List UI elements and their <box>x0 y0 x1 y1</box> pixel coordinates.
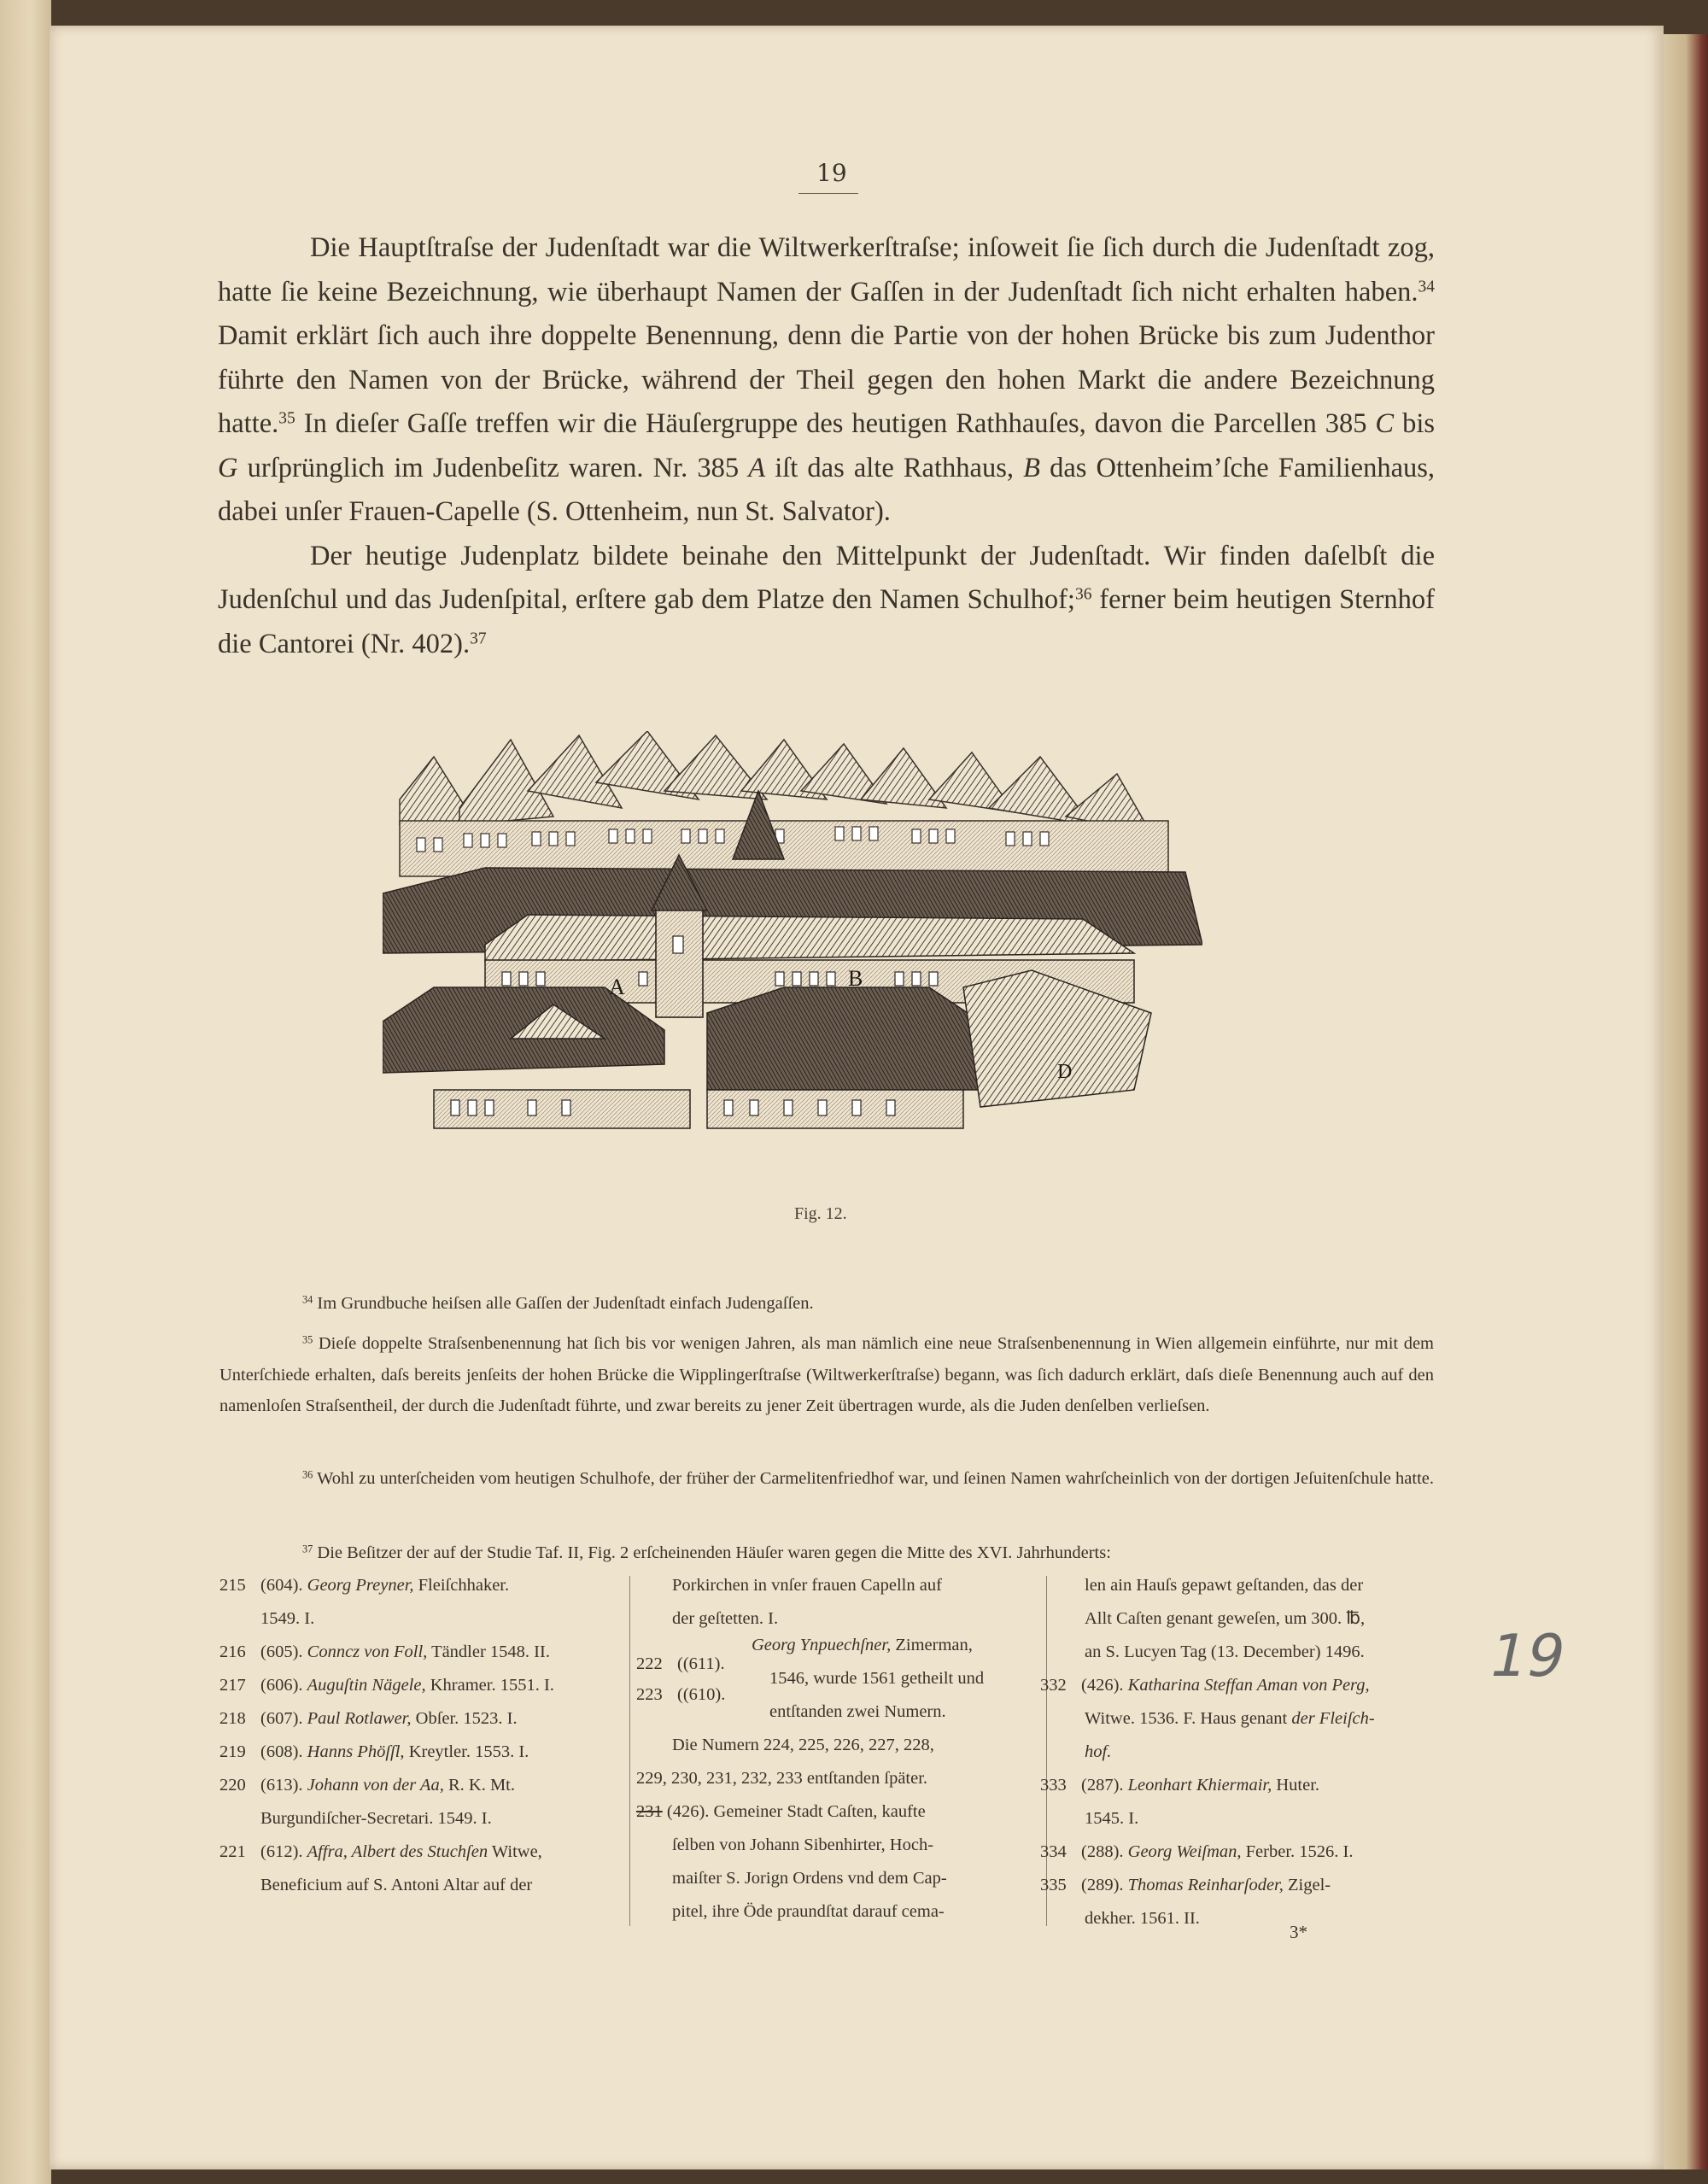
footnote-36: $^{36}$ Wohl zu unterſcheiden vom heutigen Schulhofe, der früher der Carmelitenfriedhof war, und ſeinen Namen wahrſcheinlich von der dortigen Jeſuitenſchule hatte. <box>302 1468 1434 1488</box>
signature-mark: 3* <box>1290 1922 1307 1942</box>
column-right <box>1040 1570 1442 1929</box>
column-middle <box>636 1570 1038 1929</box>
page-number-rule <box>798 193 858 194</box>
list-item: 223 <box>636 1685 663 1704</box>
list-item: 335 (289). Thomas Reinharſoder, Zigel- <box>1040 1876 1331 1894</box>
paragraph-1: Die Hauptſtraſse der Judenſtadt war die Wiltwerkerſtraſse; inſoweit ſie ſich durch die Judenſtadt zog, hatte ſie keine Bezeichnung, wie überhaupt Namen der Gaſſen in der Judenſtadt ſich nicht erhalten haben.$^{34}$ Damit erklärt ſich auch ihre doppelte Benennung, denn die Partie von der hohen Brücke bis zum Judenthor führte den Namen von der Brücke, während der Theil gegen den hohen Markt die andere Bezeichnung hatte.$^{35}$ In dieſer Gaſſe treffen wir die Häuſergruppe des heutigen Rathhauſes, davon die Parcellen 385 C bis G urſprünglich im Judenbeſitz waren. Nr. 385 A iſt das alte Rathhaus, B das Ottenheim’ſche Familienhaus, dabei unſer Frauen-Capelle (S. Ottenheim, nun St. Salvator). <box>218 232 1436 527</box>
list-item: Allt Caſten genant geweſen, um 300. ℔, <box>1085 1609 1366 1628</box>
column-left <box>219 1570 629 1929</box>
list-item: ((610). <box>677 1685 726 1704</box>
list-item: Georg Ynpuechſner, Zimerman, <box>752 1636 973 1654</box>
list-item: len ain Hauſs gepawt geſtanden, das der <box>1085 1576 1364 1595</box>
list-item: 222 <box>636 1654 663 1673</box>
list-item: 333 (287). Leonhart Khiermair, Huter. <box>1040 1776 1320 1795</box>
list-item: ((611). <box>677 1654 725 1673</box>
list-item: entſtanden zwei Numern. <box>769 1702 946 1721</box>
list-item: 332 (426). Katharina Steffan Aman von Perg, <box>1040 1676 1370 1695</box>
list-item: 221 (612). Affra, Albert des Stuchſen Witwe, <box>219 1842 542 1861</box>
list-item: 1545. I. <box>1085 1809 1139 1828</box>
footnote-35: $^{35}$ Dieſe doppelte Straſsenbenennung hat ſich bis vor wenigen Jahren, als man nämlich eine neue Straſsenbenennung in Wien allgemein einführte, nur mit dem Unterſchiede erhalten, daſs bereits jenſeits der hohen Brücke die Wipplingerſtraſse (Wiltwerkerſtraſse) begann, was ſich dadurch erklärt, daſs dieſe Benennung auch auf den namenloſen Straſsentheil, der durch die Judenſtadt führte, und zwar bereits zu jener Zeit übertragen wurde, als die Juden denſelben verlieſsen. <box>219 1333 1434 1415</box>
list-item: 1546, wurde 1561 getheilt und <box>769 1669 985 1688</box>
list-item: 334 (288). Georg Weiſman, Ferber. 1526. I. <box>1040 1842 1354 1861</box>
list-item: 218 (607). Paul Rotlawer, Obſer. 1523. I. <box>219 1709 518 1728</box>
list-item: dekher. 1561. II. <box>1085 1909 1200 1928</box>
list-item: an S. Lucyen Tag (13. December) 1496. <box>1085 1642 1365 1661</box>
figure-12-engraving <box>383 731 1202 1174</box>
list-item: Burgundiſcher-Secretari. 1549. I. <box>260 1809 492 1828</box>
figure-caption: Fig. 12. <box>794 1204 847 1223</box>
list-item: 220 (613). Johann von der Aa, R. K. Mt. <box>219 1776 515 1795</box>
figure-label-b: B <box>848 966 863 991</box>
list-item: 217 (606). Auguſtin Nägele, Khramer. 1551. I. <box>219 1676 554 1695</box>
list-item: 229, 230, 231, 232, 233 entſtanden ſpäter. <box>636 1769 928 1788</box>
page-number: 19 <box>816 159 847 187</box>
figure-label-a: A <box>609 975 625 999</box>
list-item: hof. <box>1085 1742 1112 1761</box>
figure-label-d: D <box>1057 1061 1073 1083</box>
list-item: ſelben von Johann Sibenhirter, Hoch- <box>672 1836 934 1854</box>
list-item: 1549. I. <box>260 1609 315 1628</box>
book-spine <box>0 0 51 2184</box>
list-item: 231 (426). Gemeiner Stadt Caſten, kaufte <box>636 1802 926 1821</box>
list-item: Beneficium auf S. Antoni Altar auf der <box>260 1876 533 1894</box>
page-edge <box>1664 34 1708 2169</box>
list-item: Die Numern 224, 225, 226, 227, 228, <box>672 1736 934 1754</box>
list-item: Witwe. 1536. F. Haus genant der Fleiſch- <box>1085 1709 1375 1728</box>
list-item: maiſter S. Jorign Ordens vnd dem Cap- <box>672 1869 947 1888</box>
list-item: der geſtetten. I. <box>672 1609 779 1628</box>
list-item: 215 (604). Georg Preyner, Fleiſchhaker. <box>219 1576 510 1595</box>
pencil-annotation: 19 <box>1483 1623 1571 1690</box>
list-item: Porkirchen in vnſer frauen Capelln auf <box>672 1576 942 1595</box>
list-item: pitel, ihre Öde praundſtat darauf cema- <box>672 1902 945 1921</box>
footnote-37: $^{37}$ Die Beſitzer der auf der Studie Taf. II, Fig. 2 erſcheinenden Häuſer waren gegen die Mitte des XVI. Jahrhunderts: <box>302 1543 1111 1562</box>
list-item: 219 (608). Hanns Phöſſl, Kreytler. 1553. I. <box>219 1742 529 1761</box>
column-divider-1 <box>629 1576 630 1926</box>
list-item: 216 (605). Conncz von Foll, Tändler 1548. II. <box>219 1642 550 1661</box>
main-text <box>218 226 1435 666</box>
footnote-34: $^{34}$ Im Grundbuche heiſsen alle Gaſſen der Judenſtadt einfach Judengaſſen. <box>302 1293 814 1313</box>
back-gables <box>400 731 1151 834</box>
paragraph-2: Der heutige Judenplatz bildete beinahe den Mittelpunkt der Judenſtadt. Wir finden daſelbſt die Judenſchul und das Judenſpital, erſtere gab dem Platze den Namen Schulhof;$^{36}$ ferner beim heutigen Sternhof die Cantorei (Nr. 402).$^{37}$ <box>218 540 1436 659</box>
